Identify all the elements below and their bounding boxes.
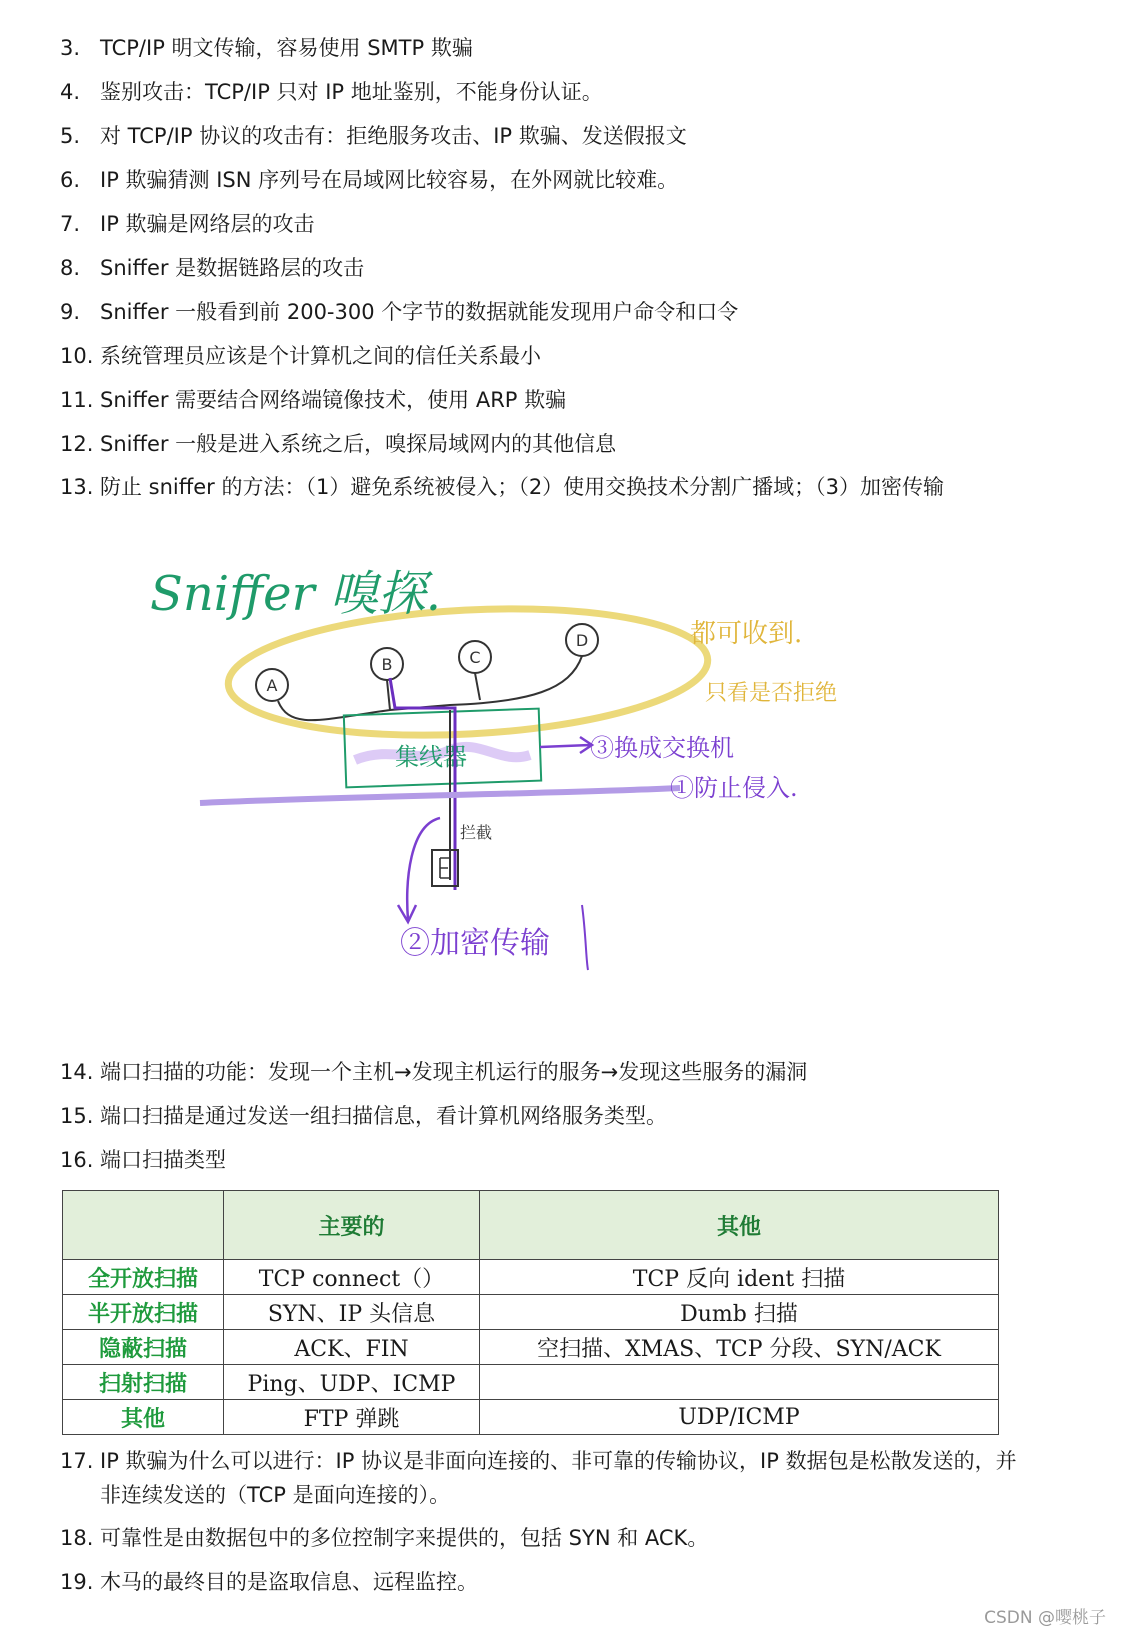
arrow-to-switch [540,737,592,753]
list-item [60,294,1020,330]
host-b-label: B [381,655,393,674]
host-b [371,648,403,680]
list-item [60,30,1020,66]
scan-type-cell: 半开放扫描 [63,1295,224,1330]
item-text: 防止 sniffer 的方法：（1）避免系统被侵入；（2）使用交换技术分割广播域；（3）加密传输 [100,475,945,499]
item-number: 4. [60,80,81,104]
scan-main-cell: FTP 弹跳 [224,1400,480,1435]
sniffer-handwritten-sketch [150,560,910,1030]
intercept-label: 拦截 [460,823,493,842]
item-number: 7. [60,212,81,236]
list-item [60,250,1020,286]
item-number: 15. [60,1104,94,1128]
host-d [566,624,598,656]
item-number: 6. [60,168,81,192]
header-main: 主要的 [224,1191,480,1260]
list-item [60,338,1020,374]
scan-main-cell: Ping、UDP、ICMP [224,1365,480,1400]
host-a [256,669,288,701]
notes-list-top [60,30,1020,512]
note-use-switch: ③换成交换机 [590,734,734,762]
item-number: 12. [60,432,94,456]
notes-list-bottom [60,1444,1020,1608]
note-check-reject: 只看是否拒绝 [705,681,838,706]
item-text: 端口扫描类型 [100,1148,226,1172]
item-number: 14. [60,1060,94,1084]
table-row [63,1400,999,1435]
item-number: 18. [60,1526,94,1550]
item-number: 3. [60,36,81,60]
note-prevent-intrusion: ①防止侵入. [670,774,798,802]
scan-type-cell: 扫射扫描 [63,1365,224,1400]
scan-main-cell: ACK、FIN [224,1330,480,1365]
scan-other-cell: 空扫描、XMAS、TCP 分段、SYN/ACK [480,1330,999,1365]
item-text: TCP/IP 明文传输，容易使用 SMTP 欺骗 [100,36,473,60]
hub-label: 集线器 [395,743,467,771]
item-text: 系统管理员应该是个计算机之间的信任关系最小 [100,344,541,368]
list-item [60,118,1020,154]
list-item [60,206,1020,242]
list-item [60,1520,1020,1556]
item-text: 端口扫描是通过发送一组扫描信息，看计算机网络服务类型。 [100,1104,667,1128]
scan-main-cell: TCP connect（） [224,1260,480,1295]
item-text: IP 欺骗是网络层的攻击 [100,212,315,236]
list-item [60,74,1020,110]
scan-type-cell: 隐蔽扫描 [63,1330,224,1365]
item-number: 9. [60,300,81,324]
item-text: 端口扫描的功能：发现一个主机→发现主机运行的服务→发现这些服务的漏洞 [100,1060,808,1084]
list-item [60,1054,1020,1090]
list-item [60,382,1020,418]
host-c [459,641,491,673]
item-number: 17. [60,1449,94,1473]
item-number: 19. [60,1570,94,1594]
item-text: IP 欺骗猜测 ISN 序列号在局域网比较容易，在外网就比较难。 [100,168,679,192]
list-item [60,1444,1020,1512]
table-row [63,1295,999,1330]
item-number: 5. [60,124,81,148]
scan-main-cell: SYN、IP 头信息 [224,1295,480,1330]
item-text: 对 TCP/IP 协议的攻击有：拒绝服务攻击、IP 欺骗、发送假报文 [100,124,687,148]
host-c-label: C [469,648,481,667]
note-encrypt: ②加密传输 [400,926,550,961]
scan-other-cell: Dumb 扫描 [480,1295,999,1330]
host-d-label: D [575,631,589,650]
port-scan-table [62,1190,999,1435]
table-row [63,1260,999,1295]
list-item [60,1564,1020,1600]
list-item [60,1142,1020,1178]
item-text: Sniffer 一般是进入系统之后，嗅探局域网内的其他信息 [100,432,617,456]
sketch-title: Sniffer 嗅探. [150,566,442,622]
item-number: 8. [60,256,81,280]
scan-other-cell: UDP/ICMP [480,1400,999,1435]
item-text: Sniffer 一般看到前 200-300 个字节的数据就能发现用户命令和口令 [100,300,739,324]
scan-type-cell: 全开放扫描 [63,1260,224,1295]
host-a-label: A [266,676,278,695]
item-number: 11. [60,388,94,412]
list-item [60,162,1020,198]
encrypt-tail-stroke [582,905,588,970]
item-text: Sniffer 需要结合网络端镜像技术，使用 ARP 欺骗 [100,388,567,412]
host-e-mark [440,858,450,878]
note-all-receive: 都可收到. [690,619,803,649]
scan-type-cell: 其他 [63,1400,224,1435]
item-text: 可靠性是由数据包中的多位控制字来提供的，包括 SYN 和 ACK。 [100,1526,709,1550]
boundary-line [200,788,680,803]
item-text: 木马的最终目的是盗取信息、远程监控。 [100,1570,478,1594]
table-row [63,1365,999,1400]
header-empty-cell [63,1191,224,1260]
scan-other-cell: TCP 反向 ident 扫描 [480,1260,999,1295]
item-number: 16. [60,1148,94,1172]
arrow-to-encryption [398,818,440,922]
item-number: 10. [60,344,94,368]
notes-list-mid [60,1054,1020,1186]
table-header-row [63,1191,999,1260]
header-other: 其他 [480,1191,999,1260]
item-text: Sniffer 是数据链路层的攻击 [100,256,365,280]
list-item [60,470,1020,504]
network-bus [278,656,582,720]
item-text: 鉴别攻击：TCP/IP 只对 IP 地址鉴别，不能身份认证。 [100,80,603,104]
csdn-watermark: CSDN @嘤桃子 [984,1608,1106,1628]
list-item [60,426,1020,462]
scan-other-cell [480,1365,999,1400]
table-row [63,1330,999,1365]
item-number: 13. [60,475,94,499]
item-text: IP 欺骗为什么可以进行：IP 协议是非面向连接的、非可靠的传输协议，IP 数据包是松散发送的，并非连续发送的（TCP 是面向连接的）。 [100,1449,1017,1507]
list-item [60,1098,1020,1134]
